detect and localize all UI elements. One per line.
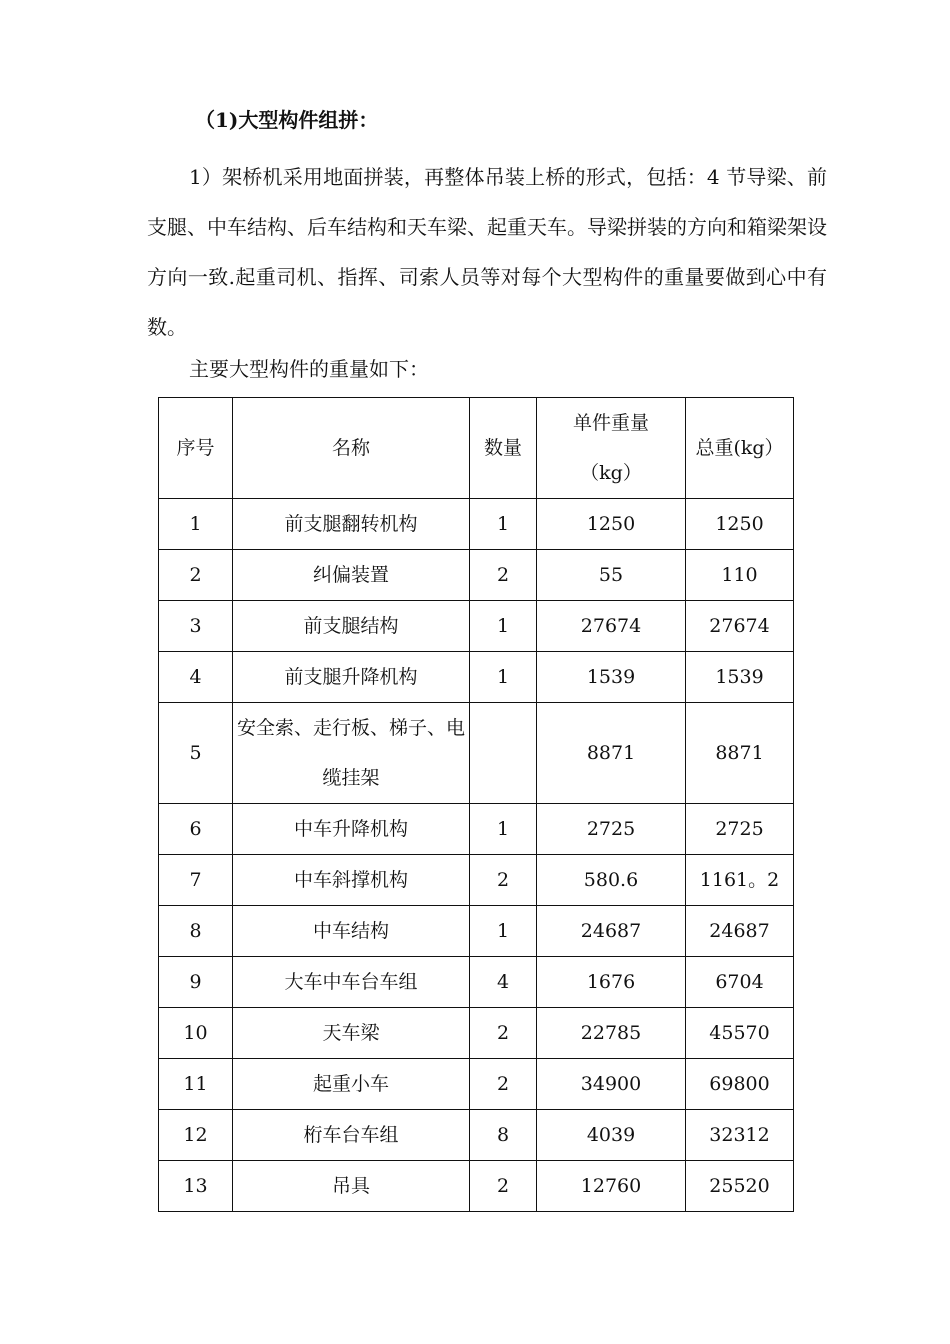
table-row [159, 1008, 794, 1059]
table-row [159, 804, 794, 855]
cell-name: 起重小车 [233, 1059, 470, 1110]
cell-unit-weight: 580.6 [537, 855, 686, 906]
cell-qty [470, 703, 537, 804]
cell-name: 中车斜撑机构 [233, 855, 470, 906]
table-header-row [159, 398, 794, 499]
cell-name: 中车结构 [233, 906, 470, 957]
cell-no: 11 [159, 1059, 233, 1110]
header-total-weight: 总重(kg） [686, 398, 794, 499]
cell-total-weight: 8871 [686, 703, 794, 804]
cell-qty: 1 [470, 499, 537, 550]
cell-no: 1 [159, 499, 233, 550]
cell-name: 吊具 [233, 1161, 470, 1212]
cell-total-weight: 1250 [686, 499, 794, 550]
section-heading: （1)大型构件组拼： [195, 108, 379, 132]
cell-no: 4 [159, 652, 233, 703]
table-row [159, 499, 794, 550]
cell-qty: 1 [470, 804, 537, 855]
table-row [159, 855, 794, 906]
cell-total-weight: 69800 [686, 1059, 794, 1110]
table-row [159, 550, 794, 601]
cell-total-weight: 24687 [686, 906, 794, 957]
table-caption: 主要大型构件的重量如下： [189, 357, 429, 381]
cell-name: 前支腿翻转机构 [233, 499, 470, 550]
cell-no: 8 [159, 906, 233, 957]
cell-total-weight: 1161。2 [686, 855, 794, 906]
body-paragraph: 1）架桥机采用地面拼装，再整体吊装上桥的形式，包括：4 节导梁、前支腿、中车结构、后车结构和天车梁、起重天车。导梁拼装的方向和箱梁架设方向一致.起重司机、指挥、司索人员等对每个大型构件的重量要做到心中有数。 [147, 165, 827, 339]
cell-name: 前支腿结构 [233, 601, 470, 652]
cell-unit-weight: 1676 [537, 957, 686, 1008]
cell-qty: 8 [470, 1110, 537, 1161]
cell-no: 7 [159, 855, 233, 906]
cell-no: 2 [159, 550, 233, 601]
cell-unit-weight: 55 [537, 550, 686, 601]
header-unit-weight-unit: （kg） [580, 462, 642, 484]
cell-total-weight: 45570 [686, 1008, 794, 1059]
table-body [159, 499, 794, 1212]
cell-qty: 2 [470, 1161, 537, 1212]
table-row [159, 601, 794, 652]
cell-unit-weight: 34900 [537, 1059, 686, 1110]
header-unit-weight [537, 398, 686, 499]
cell-name: 纠偏装置 [233, 550, 470, 601]
cell-unit-weight: 4039 [537, 1110, 686, 1161]
cell-total-weight: 27674 [686, 601, 794, 652]
cell-qty: 2 [470, 1059, 537, 1110]
cell-qty: 1 [470, 652, 537, 703]
cell-no: 6 [159, 804, 233, 855]
cell-qty: 1 [470, 906, 537, 957]
component-weight-table [158, 397, 794, 1212]
cell-total-weight: 110 [686, 550, 794, 601]
cell-unit-weight: 1539 [537, 652, 686, 703]
cell-no: 9 [159, 957, 233, 1008]
cell-name: 中车升降机构 [233, 804, 470, 855]
cell-total-weight: 1539 [686, 652, 794, 703]
cell-unit-weight: 8871 [537, 703, 686, 804]
cell-qty: 4 [470, 957, 537, 1008]
header-unit-weight-label: 单件重量 [572, 412, 649, 434]
cell-no: 5 [159, 703, 233, 804]
header-name: 名称 [233, 398, 470, 499]
cell-no: 12 [159, 1110, 233, 1161]
cell-unit-weight: 24687 [537, 906, 686, 957]
header-no: 序号 [159, 398, 233, 499]
table-row [159, 1161, 794, 1212]
cell-unit-weight: 12760 [537, 1161, 686, 1212]
cell-unit-weight: 27674 [537, 601, 686, 652]
cell-no: 3 [159, 601, 233, 652]
table-row [159, 1059, 794, 1110]
cell-unit-weight: 1250 [537, 499, 686, 550]
cell-qty: 2 [470, 855, 537, 906]
cell-qty: 2 [470, 550, 537, 601]
cell-total-weight: 32312 [686, 1110, 794, 1161]
cell-name: 大车中车台车组 [233, 957, 470, 1008]
cell-unit-weight: 22785 [537, 1008, 686, 1059]
cell-qty: 1 [470, 601, 537, 652]
table-row [159, 703, 794, 804]
cell-no: 13 [159, 1161, 233, 1212]
cell-qty: 2 [470, 1008, 537, 1059]
cell-name: 天车梁 [233, 1008, 470, 1059]
table-row [159, 957, 794, 1008]
cell-name: 安全索、走行板、梯子、电缆挂架 [233, 703, 470, 804]
cell-no: 10 [159, 1008, 233, 1059]
table-row [159, 1110, 794, 1161]
cell-name: 前支腿升降机构 [233, 652, 470, 703]
cell-name: 桁车台车组 [233, 1110, 470, 1161]
cell-total-weight: 2725 [686, 804, 794, 855]
cell-total-weight: 25520 [686, 1161, 794, 1212]
table-row [159, 906, 794, 957]
header-qty: 数量 [470, 398, 537, 499]
table-row [159, 652, 794, 703]
cell-unit-weight: 2725 [537, 804, 686, 855]
cell-total-weight: 6704 [686, 957, 794, 1008]
